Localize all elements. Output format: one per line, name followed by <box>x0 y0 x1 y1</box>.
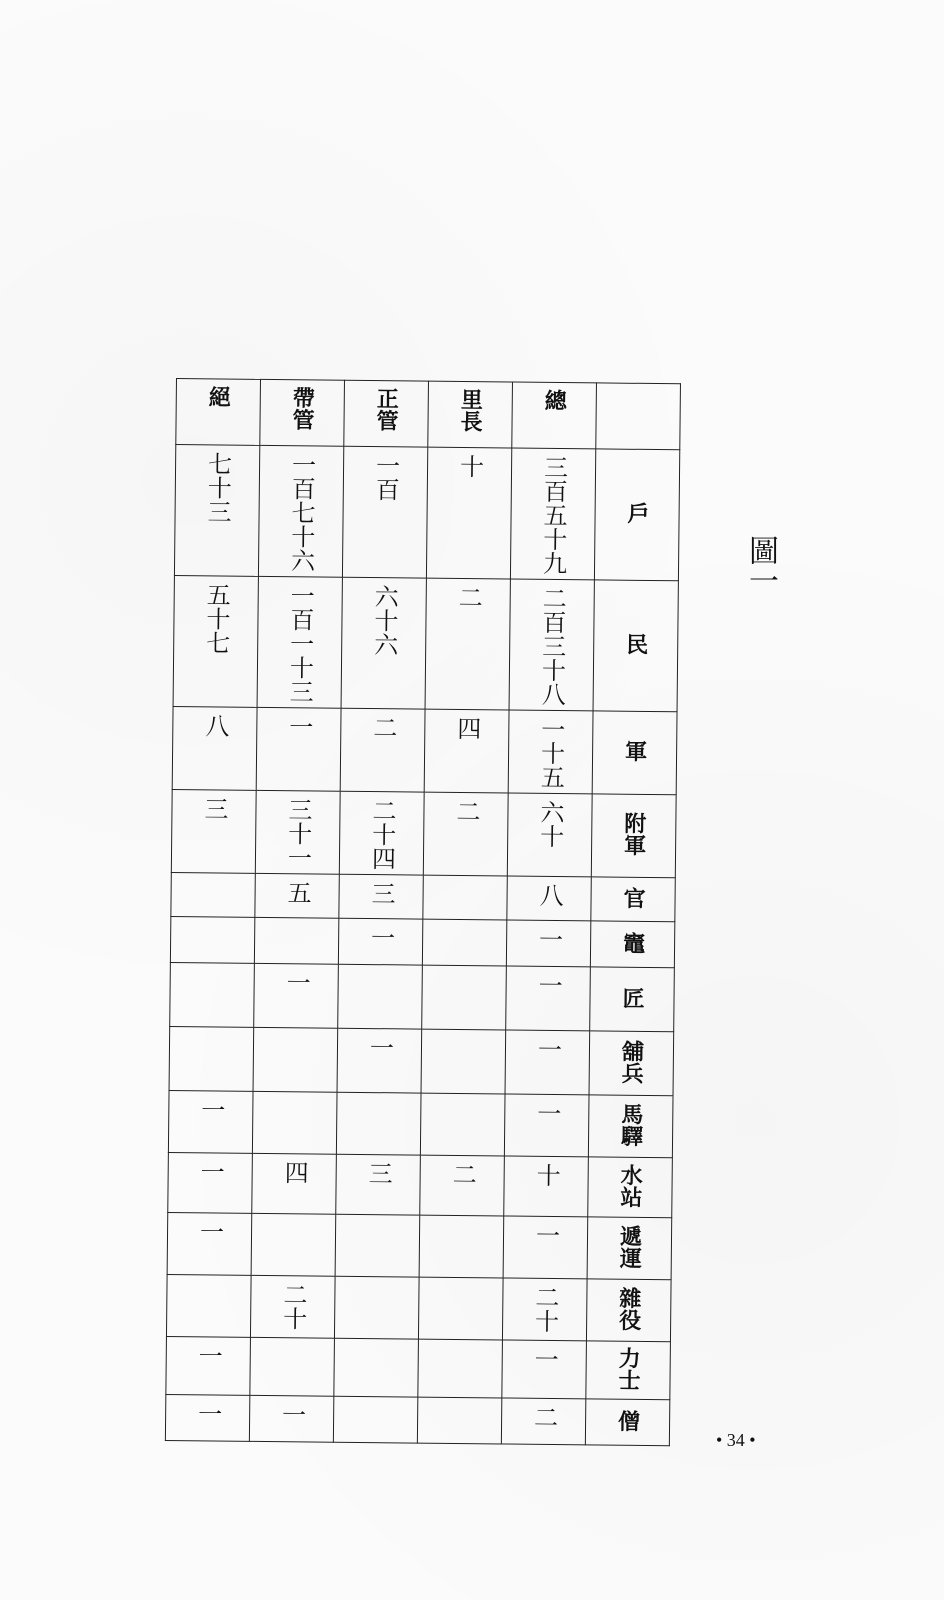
cell-value: 二十 <box>278 1282 308 1331</box>
table-cell <box>250 1337 335 1396</box>
table-cell <box>252 1153 337 1214</box>
table-cell <box>336 1092 421 1155</box>
table-cell <box>172 706 257 790</box>
column-header-zong: 總 <box>512 382 597 449</box>
row-label-cell <box>592 711 677 795</box>
cell-value: 一 <box>282 970 311 995</box>
cell-value: 八 <box>534 882 564 908</box>
table-cell <box>509 579 594 711</box>
cell-value: 四 <box>452 715 481 741</box>
table-cell <box>419 1215 504 1278</box>
row-label: 舖兵 <box>618 1039 645 1084</box>
row-label: 民 <box>622 632 649 655</box>
table-row <box>171 872 675 921</box>
row-label-cell <box>589 1031 674 1096</box>
table-cell <box>339 791 424 875</box>
row-label-cell <box>586 1341 671 1400</box>
table-cell <box>258 445 343 577</box>
table-cell <box>422 919 506 966</box>
row-label-cell <box>593 580 678 712</box>
row-label: 僧 <box>614 1409 641 1432</box>
row-label: 官 <box>619 886 647 909</box>
row-label: 匠 <box>618 986 646 1009</box>
cell-value: 二 <box>529 1404 558 1430</box>
table-cell <box>505 1030 590 1095</box>
table-cell <box>251 1213 336 1276</box>
table-cell <box>506 920 590 967</box>
table-cell <box>417 1397 501 1444</box>
table-cell <box>340 708 425 792</box>
table-body <box>165 379 680 1446</box>
table-cell <box>423 792 508 876</box>
cell-value: 一百 <box>371 453 400 502</box>
row-label: 戶 <box>623 501 651 524</box>
row-label-cell <box>586 1279 671 1342</box>
table-cell <box>168 1152 253 1213</box>
cell-value: 二 <box>368 715 397 740</box>
table-cell <box>168 1090 253 1153</box>
cell-value: 十 <box>455 453 484 479</box>
table-cell <box>420 1155 505 1216</box>
cell-value: 一十五 <box>536 716 565 790</box>
cell-value: 一 <box>532 1100 561 1126</box>
column-header-zhengguan: 正管 <box>344 380 429 447</box>
table-cell <box>339 874 423 919</box>
table-row <box>170 916 674 967</box>
cell-value: 三 <box>199 796 229 821</box>
table-cell <box>335 1214 420 1277</box>
header-row <box>176 379 681 450</box>
table-cell <box>504 1094 589 1157</box>
table-cell <box>334 1276 419 1339</box>
column-header-lizhang: 里長 <box>428 381 513 448</box>
household-table-wrapper <box>165 378 681 1446</box>
table-row <box>174 445 679 581</box>
row-label: 軍 <box>621 739 648 762</box>
table-cell <box>249 1395 333 1442</box>
table-row <box>168 1090 673 1157</box>
table-cell <box>503 1216 588 1279</box>
table-cell <box>167 1212 252 1275</box>
column-header-jue: 絕 <box>176 379 261 446</box>
cell-value: 七十三 <box>202 451 232 524</box>
table-cell <box>423 875 507 920</box>
cell-value: 一 <box>366 925 395 950</box>
cell-value: 一 <box>196 1159 225 1184</box>
cell-value: 二十 <box>530 1284 560 1334</box>
cell-value: 一 <box>534 972 563 998</box>
cell-value: 一百七十六 <box>286 452 316 573</box>
table-cell <box>342 446 427 578</box>
table-row <box>166 1336 671 1399</box>
table-cell <box>502 1340 587 1399</box>
cell-value: 二 <box>454 584 483 610</box>
cell-value: 八 <box>200 713 229 738</box>
row-label: 竈 <box>619 931 646 954</box>
cell-value: 二 <box>451 798 481 824</box>
cell-value: 一 <box>196 1097 225 1122</box>
table-cell <box>510 448 595 580</box>
table-row <box>168 1152 673 1217</box>
table-cell <box>504 1156 589 1217</box>
row-label-cell <box>590 921 674 968</box>
table-cell <box>502 1278 587 1341</box>
table-cell <box>256 707 341 791</box>
row-label: 力士 <box>614 1346 642 1391</box>
table-cell <box>166 1274 251 1337</box>
cell-value: 十 <box>532 1162 561 1188</box>
row-label-cell <box>588 1095 673 1158</box>
cell-value: 一 <box>284 714 313 739</box>
cell-value: 一百一十三 <box>285 583 315 704</box>
cell-value: 一 <box>195 1219 224 1244</box>
row-label-cell <box>587 1217 672 1280</box>
table-cell <box>338 964 423 1029</box>
table-cell <box>341 577 426 709</box>
table-cell <box>250 1275 335 1338</box>
table-row <box>172 706 677 794</box>
table-cell <box>506 966 591 1031</box>
cell-value: 一 <box>193 1401 222 1426</box>
table-cell <box>170 916 254 963</box>
cell-value: 三 <box>366 881 396 906</box>
table-cell <box>418 1339 503 1398</box>
table-row <box>165 1394 669 1445</box>
page-number: • 34 • <box>716 1430 756 1450</box>
table-row <box>173 575 678 711</box>
figure-title <box>744 535 776 599</box>
header-corner-cell <box>596 383 681 450</box>
table-cell <box>170 962 255 1027</box>
cell-value: 一 <box>533 1036 562 1062</box>
table-cell <box>171 789 256 873</box>
table-cell <box>253 1027 338 1092</box>
cell-value: 二百三十八 <box>537 585 567 707</box>
table-cell <box>420 1093 505 1156</box>
cell-value: 一 <box>534 926 563 952</box>
table-cell <box>173 575 258 707</box>
table-cell <box>507 793 592 877</box>
row-label-cell <box>588 1157 673 1218</box>
table-cell <box>508 710 593 794</box>
cell-value: 五 <box>282 880 312 905</box>
cell-value: 一 <box>531 1222 560 1248</box>
cell-value: 一 <box>365 1035 394 1060</box>
table-cell <box>174 445 259 577</box>
table-cell <box>337 1028 422 1093</box>
table-cell <box>336 1154 421 1215</box>
row-label-cell <box>591 877 675 922</box>
table-cell <box>254 963 339 1028</box>
cell-value: 四 <box>280 1160 309 1185</box>
table-row <box>170 962 675 1031</box>
column-header-daiguan: 帶管 <box>260 379 345 446</box>
row-label-cell <box>591 794 676 878</box>
cell-value: 三百五十九 <box>538 454 568 576</box>
table-cell <box>166 1336 251 1395</box>
cell-value: 二十四 <box>367 798 397 871</box>
table-cell <box>501 1398 585 1445</box>
table-cell <box>418 1277 503 1340</box>
row-label: 雜役 <box>615 1286 643 1331</box>
figure-title-text: 圖一 <box>743 535 778 595</box>
cell-value: 六十六 <box>369 584 399 657</box>
table-cell <box>255 873 339 918</box>
household-registry-table <box>165 378 681 1446</box>
table-cell <box>425 578 510 710</box>
row-label: 附軍 <box>620 811 647 856</box>
table-cell <box>169 1026 254 1091</box>
table-row <box>171 789 676 877</box>
cell-value: 三十一 <box>283 797 313 870</box>
table-cell <box>424 709 509 793</box>
cell-value: 一 <box>530 1346 559 1372</box>
table-cell <box>165 1394 249 1441</box>
table-cell <box>171 872 255 917</box>
table-cell <box>422 965 507 1030</box>
row-label-cell <box>585 1399 669 1446</box>
table-cell <box>257 576 342 708</box>
table-cell <box>338 918 422 965</box>
row-label: 水站 <box>616 1163 644 1208</box>
cell-value: 五十七 <box>201 582 231 655</box>
table-row <box>169 1026 674 1095</box>
cell-value: 三 <box>364 1161 393 1186</box>
table-cell <box>254 917 338 964</box>
table-cell <box>252 1091 337 1154</box>
table-cell <box>333 1396 417 1443</box>
table-cell <box>255 790 340 874</box>
cell-value: 六十 <box>535 799 565 849</box>
row-label-cell <box>590 967 675 1032</box>
cell-value: 二 <box>448 1161 477 1187</box>
table-cell <box>334 1338 419 1397</box>
table-cell <box>426 447 511 579</box>
row-label: 遞運 <box>616 1224 643 1269</box>
table-cell <box>421 1029 506 1094</box>
table-cell <box>507 876 591 921</box>
table-row <box>167 1212 672 1279</box>
cell-value: 一 <box>194 1343 223 1368</box>
table-row <box>166 1274 671 1341</box>
cell-value: 一 <box>277 1402 306 1427</box>
row-label-cell <box>594 449 679 581</box>
row-label: 馬驛 <box>617 1102 644 1147</box>
